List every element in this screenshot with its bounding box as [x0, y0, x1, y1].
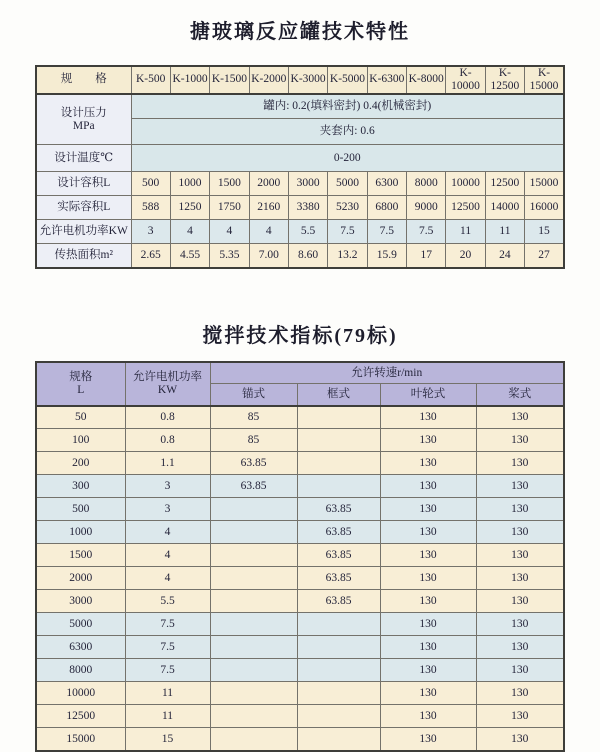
- agitator-spec-table: [35, 361, 565, 752]
- spec-cell: 50: [36, 406, 125, 429]
- power-cell: 4: [125, 521, 210, 544]
- frame-speed-cell: 63.85: [297, 521, 380, 544]
- anchor-speed-cell: 85: [210, 429, 297, 452]
- paddle-speed-cell: 130: [476, 636, 564, 659]
- paddle-speed-cell: 130: [476, 659, 564, 682]
- spec-value-cell: 7.5: [328, 220, 367, 244]
- spec-cell: 1500: [36, 544, 125, 567]
- model-header-cell: K-3000: [288, 66, 327, 94]
- agitator-spec-row: [36, 521, 564, 544]
- anchor-speed-cell: [210, 544, 297, 567]
- impeller-speed-cell: 130: [380, 613, 476, 636]
- row-label: 传热面积m²: [36, 244, 131, 268]
- spec-value-cell: 4.55: [170, 244, 209, 268]
- pressure-tank-value: 罐内: 0.2(填料密封) 0.4(机械密封): [131, 94, 564, 119]
- model-header-cell: K-2000: [249, 66, 288, 94]
- row-label: 实际容积L: [36, 196, 131, 220]
- model-header-cell: K-12500: [485, 66, 524, 94]
- frame-speed-cell: [297, 429, 380, 452]
- spec-value-cell: 4: [170, 220, 209, 244]
- frame-speed-cell: [297, 728, 380, 751]
- spec-value-cell: 13.2: [328, 244, 367, 268]
- pressure-jacket-value: 夹套内: 0.6: [131, 119, 564, 145]
- impeller-speed-cell: 130: [380, 475, 476, 498]
- spec-value-cell: 588: [131, 196, 170, 220]
- spec-value-cell: 17: [407, 244, 446, 268]
- paddle-speed-cell: 130: [476, 406, 564, 429]
- paddle-speed-cell: 130: [476, 613, 564, 636]
- model-header-cell: K-10000: [446, 66, 485, 94]
- power-cell: 11: [125, 682, 210, 705]
- spec-cell: 300: [36, 475, 125, 498]
- spec-value-cell: 24: [485, 244, 524, 268]
- frame-speed-cell: [297, 475, 380, 498]
- power-cell: 4: [125, 544, 210, 567]
- frame-speed-cell: 63.85: [297, 498, 380, 521]
- paddle-speed-cell: 130: [476, 521, 564, 544]
- power-cell: 5.5: [125, 590, 210, 613]
- frame-speed-cell: [297, 682, 380, 705]
- agitator-spec-row: [36, 475, 564, 498]
- impeller-speed-cell: 130: [380, 705, 476, 728]
- power-cell: 7.5: [125, 613, 210, 636]
- spec-value-cell: 500: [131, 172, 170, 196]
- design-pressure-label: [36, 94, 131, 145]
- spec-header-row: [36, 66, 564, 94]
- vessel-spec-row: [36, 196, 564, 220]
- design-temperature-value: 0-200: [131, 145, 564, 172]
- spec-value-cell: 3000: [288, 172, 327, 196]
- paddle-speed-cell: 130: [476, 705, 564, 728]
- spec-cell: 200: [36, 452, 125, 475]
- spec-value-cell: 11: [446, 220, 485, 244]
- spec-cell: 2000: [36, 567, 125, 590]
- model-header-cell: K-15000: [525, 66, 564, 94]
- agitator-spec-row: [36, 406, 564, 429]
- frame-speed-cell: [297, 406, 380, 429]
- frame-speed-cell: [297, 452, 380, 475]
- speed-group-header: 允许转速r/min: [210, 362, 564, 384]
- power-cell: 1.1: [125, 452, 210, 475]
- model-header-cell: K-6300: [367, 66, 406, 94]
- paddle-speed-cell: 130: [476, 452, 564, 475]
- spec-value-cell: 5000: [328, 172, 367, 196]
- spec-value-cell: 4: [210, 220, 249, 244]
- spec-value-cell: 11: [485, 220, 524, 244]
- design-temperature-label: 设计温度℃: [36, 145, 131, 172]
- anchor-speed-cell: [210, 728, 297, 751]
- impeller-speed-cell: 130: [380, 452, 476, 475]
- frame-speed-cell: [297, 659, 380, 682]
- spec-value-cell: 10000: [446, 172, 485, 196]
- spec-column-header: [36, 362, 125, 406]
- design-pressure-unit: MPa: [72, 119, 95, 132]
- spec-value-cell: 2000: [249, 172, 288, 196]
- spec-value-cell: 15.9: [367, 244, 406, 268]
- paddle-speed-cell: 130: [476, 429, 564, 452]
- motor-power-header-unit: KW: [157, 383, 178, 396]
- vessel-table-title: 搪玻璃反应罐技术特性: [190, 21, 410, 43]
- spec-value-cell: 27: [525, 244, 564, 268]
- spec-value-cell: 7.5: [367, 220, 406, 244]
- spec-value-cell: 8.60: [288, 244, 327, 268]
- spec-cell: 15000: [36, 728, 125, 751]
- spec-column-header-text: 规格: [69, 370, 93, 383]
- spec-cell: 500: [36, 498, 125, 521]
- row-label: 允许电机功率KW: [36, 220, 131, 244]
- frame-speed-cell: 63.85: [297, 567, 380, 590]
- impeller-speed-cell: 130: [380, 636, 476, 659]
- spec-cell: 1000: [36, 521, 125, 544]
- agitator-spec-row: [36, 498, 564, 521]
- agitator-spec-row: [36, 590, 564, 613]
- impeller-speed-cell: 130: [380, 682, 476, 705]
- power-cell: 15: [125, 728, 210, 751]
- frame-speed-cell: 63.85: [297, 590, 380, 613]
- agitator-header-row-top: [36, 362, 564, 384]
- spec-value-cell: 3380: [288, 196, 327, 220]
- spec-value-cell: 1500: [210, 172, 249, 196]
- impeller-speed-cell: 130: [380, 521, 476, 544]
- spec-value-cell: 5230: [328, 196, 367, 220]
- frame-speed-cell: [297, 705, 380, 728]
- agitator-spec-row: [36, 429, 564, 452]
- impeller-speed-cell: 130: [380, 659, 476, 682]
- motor-power-header-text: 允许电机功率: [133, 370, 202, 383]
- spec-cell: 100: [36, 429, 125, 452]
- paddle-speed-cell: 130: [476, 682, 564, 705]
- model-header-cell: K-8000: [407, 66, 446, 94]
- agitator-type-header: 锚式: [210, 384, 297, 406]
- model-header-cell: K-5000: [328, 66, 367, 94]
- spec-cell: 10000: [36, 682, 125, 705]
- spec-value-cell: 1250: [170, 196, 209, 220]
- impeller-speed-cell: 130: [380, 429, 476, 452]
- power-cell: 7.5: [125, 659, 210, 682]
- power-cell: 0.8: [125, 406, 210, 429]
- spec-cell: 8000: [36, 659, 125, 682]
- paddle-speed-cell: 130: [476, 498, 564, 521]
- impeller-speed-cell: 130: [380, 728, 476, 751]
- anchor-speed-cell: [210, 613, 297, 636]
- power-cell: 7.5: [125, 636, 210, 659]
- model-header-cell: K-1500: [210, 66, 249, 94]
- spec-value-cell: 16000: [525, 196, 564, 220]
- model-header-cell: K-1000: [170, 66, 209, 94]
- spec-value-cell: 1750: [210, 196, 249, 220]
- model-header-cell: K-500: [131, 66, 170, 94]
- spec-value-cell: 5.5: [288, 220, 327, 244]
- spec-value-cell: 2160: [249, 196, 288, 220]
- anchor-speed-cell: [210, 590, 297, 613]
- power-cell: 0.8: [125, 429, 210, 452]
- spec-cell: 6300: [36, 636, 125, 659]
- frame-speed-cell: [297, 636, 380, 659]
- agitator-type-header: 框式: [297, 384, 380, 406]
- frame-speed-cell: 63.85: [297, 544, 380, 567]
- impeller-speed-cell: 130: [380, 498, 476, 521]
- spec-value-cell: 2.65: [131, 244, 170, 268]
- spec-value-cell: 8000: [407, 172, 446, 196]
- spec-value-cell: 7.5: [407, 220, 446, 244]
- anchor-speed-cell: [210, 636, 297, 659]
- agitator-spec-row: [36, 705, 564, 728]
- vessel-spec-row: [36, 244, 564, 268]
- agitator-spec-row: [36, 452, 564, 475]
- spec-cell: 3000: [36, 590, 125, 613]
- impeller-speed-cell: 130: [380, 590, 476, 613]
- paddle-speed-cell: 130: [476, 567, 564, 590]
- design-pressure-label-text: 设计压力: [60, 106, 107, 119]
- anchor-speed-cell: 85: [210, 406, 297, 429]
- motor-power-column-header: [125, 362, 210, 406]
- agitator-spec-row: [36, 544, 564, 567]
- spec-cell: 5000: [36, 613, 125, 636]
- spec-value-cell: 12500: [485, 172, 524, 196]
- paddle-speed-cell: 130: [476, 728, 564, 751]
- spec-value-cell: 6800: [367, 196, 406, 220]
- impeller-speed-cell: 130: [380, 406, 476, 429]
- paddle-speed-cell: 130: [476, 475, 564, 498]
- spec-column-header-unit: L: [77, 383, 85, 396]
- spec-header-label: 规 格: [36, 66, 131, 94]
- spec-value-cell: 9000: [407, 196, 446, 220]
- anchor-speed-cell: [210, 521, 297, 544]
- vessel-spec-table: [35, 65, 565, 269]
- anchor-speed-cell: [210, 705, 297, 728]
- power-cell: 3: [125, 475, 210, 498]
- vessel-spec-row: [36, 220, 564, 244]
- agitator-table-title: 搅拌技术指标(79标): [202, 324, 398, 347]
- spec-value-cell: 3: [131, 220, 170, 244]
- spec-value-cell: 14000: [485, 196, 524, 220]
- spec-value-cell: 7.00: [249, 244, 288, 268]
- spec-value-cell: 6300: [367, 172, 406, 196]
- spec-value-cell: 12500: [446, 196, 485, 220]
- spec-value-cell: 1000: [170, 172, 209, 196]
- anchor-speed-cell: [210, 659, 297, 682]
- spec-value-cell: 4: [249, 220, 288, 244]
- agitator-spec-row: [36, 567, 564, 590]
- power-cell: 3: [125, 498, 210, 521]
- frame-speed-cell: [297, 613, 380, 636]
- vessel-spec-row: [36, 172, 564, 196]
- anchor-speed-cell: [210, 682, 297, 705]
- power-cell: 11: [125, 705, 210, 728]
- row-label: 设计容积L: [36, 172, 131, 196]
- design-pressure-tank-row: [36, 94, 564, 119]
- agitator-type-header: 桨式: [476, 384, 564, 406]
- spec-value-cell: 5.35: [210, 244, 249, 268]
- agitator-spec-row: [36, 636, 564, 659]
- anchor-speed-cell: 63.85: [210, 452, 297, 475]
- paddle-speed-cell: 130: [476, 590, 564, 613]
- design-temperature-row: [36, 145, 564, 172]
- spec-value-cell: 15000: [525, 172, 564, 196]
- agitator-spec-row: [36, 682, 564, 705]
- impeller-speed-cell: 130: [380, 544, 476, 567]
- spec-cell: 12500: [36, 705, 125, 728]
- agitator-spec-row: [36, 659, 564, 682]
- anchor-speed-cell: [210, 567, 297, 590]
- spec-value-cell: 15: [525, 220, 564, 244]
- agitator-spec-row: [36, 728, 564, 751]
- paddle-speed-cell: 130: [476, 544, 564, 567]
- agitator-spec-row: [36, 613, 564, 636]
- power-cell: 4: [125, 567, 210, 590]
- spec-value-cell: 20: [446, 244, 485, 268]
- anchor-speed-cell: 63.85: [210, 475, 297, 498]
- impeller-speed-cell: 130: [380, 567, 476, 590]
- anchor-speed-cell: [210, 498, 297, 521]
- agitator-type-header: 叶轮式: [380, 384, 476, 406]
